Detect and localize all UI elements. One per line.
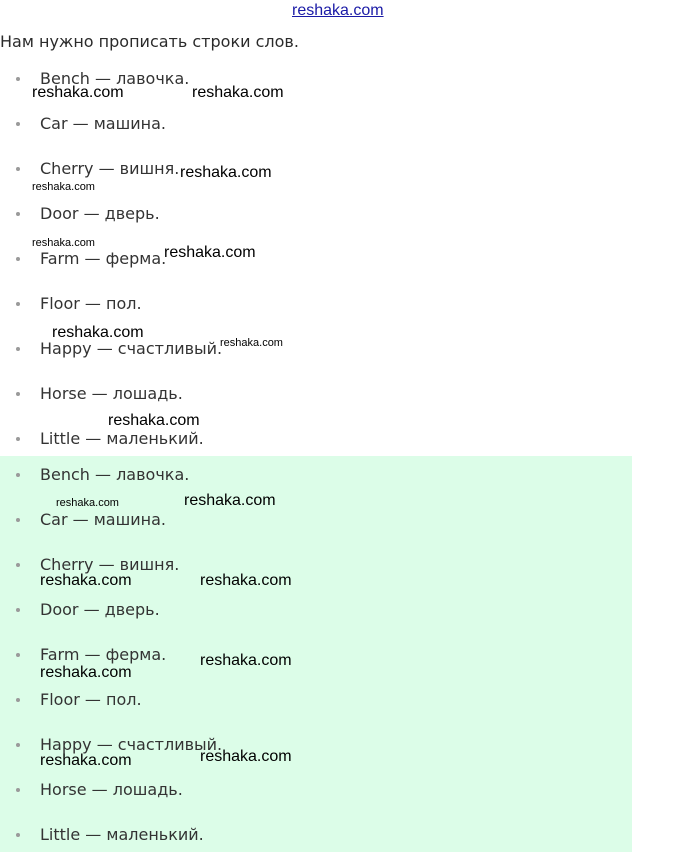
watermark: reshaka.com	[200, 652, 292, 669]
watermark: reshaka.com	[32, 84, 124, 101]
bullet-icon	[16, 347, 20, 351]
watermark: reshaka.com	[40, 572, 132, 589]
bullet-icon	[16, 437, 20, 441]
list-item-text: Cherry — вишня.	[40, 159, 180, 178]
bullet-icon	[16, 743, 20, 747]
list-item-text: Little — маленький.	[40, 429, 204, 448]
list-item-text: Horse — лошадь.	[40, 384, 183, 403]
bullet-icon	[16, 167, 20, 171]
bullet-icon	[16, 302, 20, 306]
bullet-icon	[16, 122, 20, 126]
list-item-text: Door — дверь.	[40, 204, 160, 223]
bullet-icon	[16, 257, 20, 261]
intro-text: Нам нужно прописать строки слов.	[0, 32, 299, 51]
watermark: reshaka.com	[164, 244, 256, 261]
list-item-text: Happy — счастливый.	[40, 339, 223, 358]
bullet-icon	[16, 833, 20, 837]
list-item-text: Bench — лавочка.	[40, 465, 190, 484]
watermark: reshaka.com	[56, 497, 119, 509]
bullet-icon	[16, 473, 20, 477]
list-item-text: Cherry — вишня.	[40, 555, 180, 574]
list-item-text: Car — машина.	[40, 510, 166, 529]
list-item-text: Car — машина.	[40, 114, 166, 133]
bullet-icon	[16, 788, 20, 792]
watermark: reshaka.com	[32, 181, 95, 193]
watermark: reshaka.com	[40, 752, 132, 769]
list-item-text: Bench — лавочка.	[40, 69, 190, 88]
watermark: reshaka.com	[52, 324, 144, 341]
list-item-text: Farm — ферма.	[40, 249, 167, 268]
bullet-icon	[16, 392, 20, 396]
list-item-text: Happy — счастливый.	[40, 735, 223, 754]
watermark: reshaka.com	[220, 337, 283, 349]
bullet-icon	[16, 698, 20, 702]
watermark: reshaka.com	[40, 664, 132, 681]
bullet-icon	[16, 518, 20, 522]
list-item-text: Door — дверь.	[40, 600, 160, 619]
bullet-icon	[16, 563, 20, 567]
watermark: reshaka.com	[180, 164, 272, 181]
list-item-text: Horse — лошадь.	[40, 780, 183, 799]
list-item-text: Floor — пол.	[40, 690, 142, 709]
site-header-link[interactable]: reshaka.com	[292, 2, 384, 19]
watermark: reshaka.com	[184, 492, 276, 509]
list-item-text: Little — маленький.	[40, 825, 204, 844]
bullet-icon	[16, 77, 20, 81]
bullet-icon	[16, 653, 20, 657]
bullet-icon	[16, 212, 20, 216]
watermark: reshaka.com	[200, 572, 292, 589]
bullet-icon	[16, 608, 20, 612]
list-item-text: Farm — ферма.	[40, 645, 167, 664]
watermark: reshaka.com	[200, 748, 292, 765]
list-item-text: Floor — пол.	[40, 294, 142, 313]
watermark: reshaka.com	[192, 84, 284, 101]
watermark: reshaka.com	[32, 237, 95, 249]
watermark: reshaka.com	[108, 412, 200, 429]
